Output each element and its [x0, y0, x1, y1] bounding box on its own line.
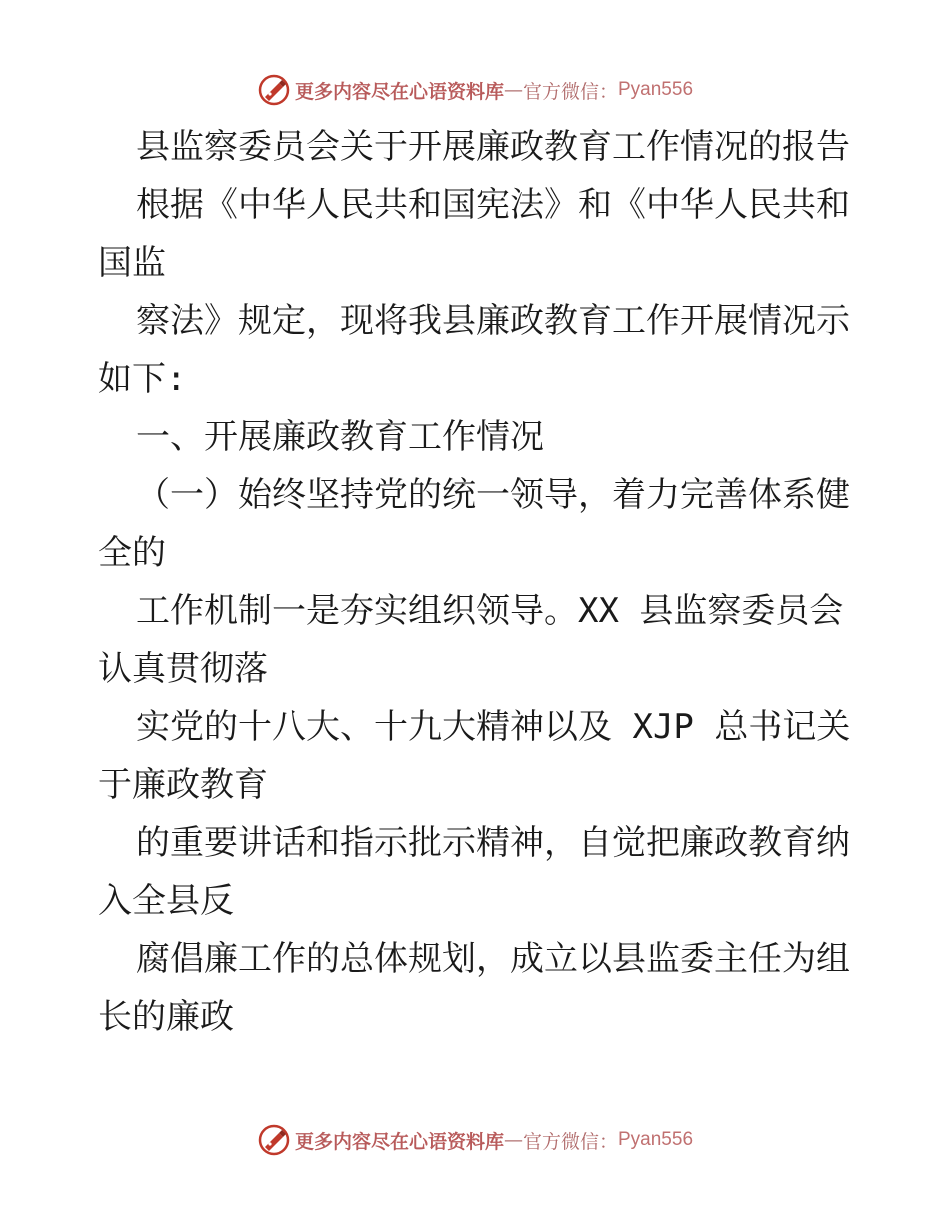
site-name: 更多内容尽在心语资料库 — [294, 1130, 504, 1153]
wechat-id: Pyan556 — [618, 1129, 694, 1150]
paragraph-line: 于廉政教育 — [98, 765, 268, 805]
paragraph-line: 国监 — [98, 243, 166, 283]
banner-separator: — — [503, 79, 523, 101]
pen-logo-icon — [257, 1123, 291, 1157]
subsection-heading: （一）始终坚持党的统一领导，着力完善体系健 — [136, 475, 850, 515]
wechat-label: 官方微信： — [522, 80, 618, 103]
section-heading: 一、开展廉政教育工作情况 — [136, 417, 544, 457]
document-body — [98, 118, 858, 1046]
paragraph-line: 入全县反 — [98, 881, 234, 921]
paragraph-line: 的重要讲话和指示批示精神，自觉把廉政教育纳 — [136, 823, 850, 863]
footer-watermark-banner — [0, 1120, 950, 1160]
document-title: 县监察委员会关于开展廉政教育工作情况的报告 — [136, 127, 850, 167]
wechat-label: 官方微信： — [522, 1130, 618, 1153]
site-name: 更多内容尽在心语资料库 — [294, 80, 504, 103]
paragraph-line: 实党的十八大、十九大精神以及 XJP 总书记关 — [136, 707, 851, 747]
banner-separator: — — [503, 1129, 523, 1151]
paragraph-line: 腐倡廉工作的总体规划，成立以县监委主任为组 — [136, 939, 850, 979]
paragraph-line: 如下: — [98, 359, 187, 399]
paragraph-line: 工作机制一是夯实组织领导。XX 县监察委员会 — [136, 591, 844, 631]
paragraph-line: 察法》规定，现将我县廉政教育工作开展情况示 — [136, 301, 850, 341]
paragraph-line: 认真贯彻落 — [98, 649, 268, 689]
paragraph-line: 全的 — [98, 533, 166, 573]
paragraph-line: 长的廉政 — [98, 997, 234, 1037]
pen-logo-icon — [257, 73, 291, 107]
wechat-id: Pyan556 — [618, 79, 694, 100]
paragraph-line: 根据《中华人民共和国宪法》和《中华人民共和 — [136, 185, 850, 225]
header-watermark-banner — [0, 70, 950, 110]
